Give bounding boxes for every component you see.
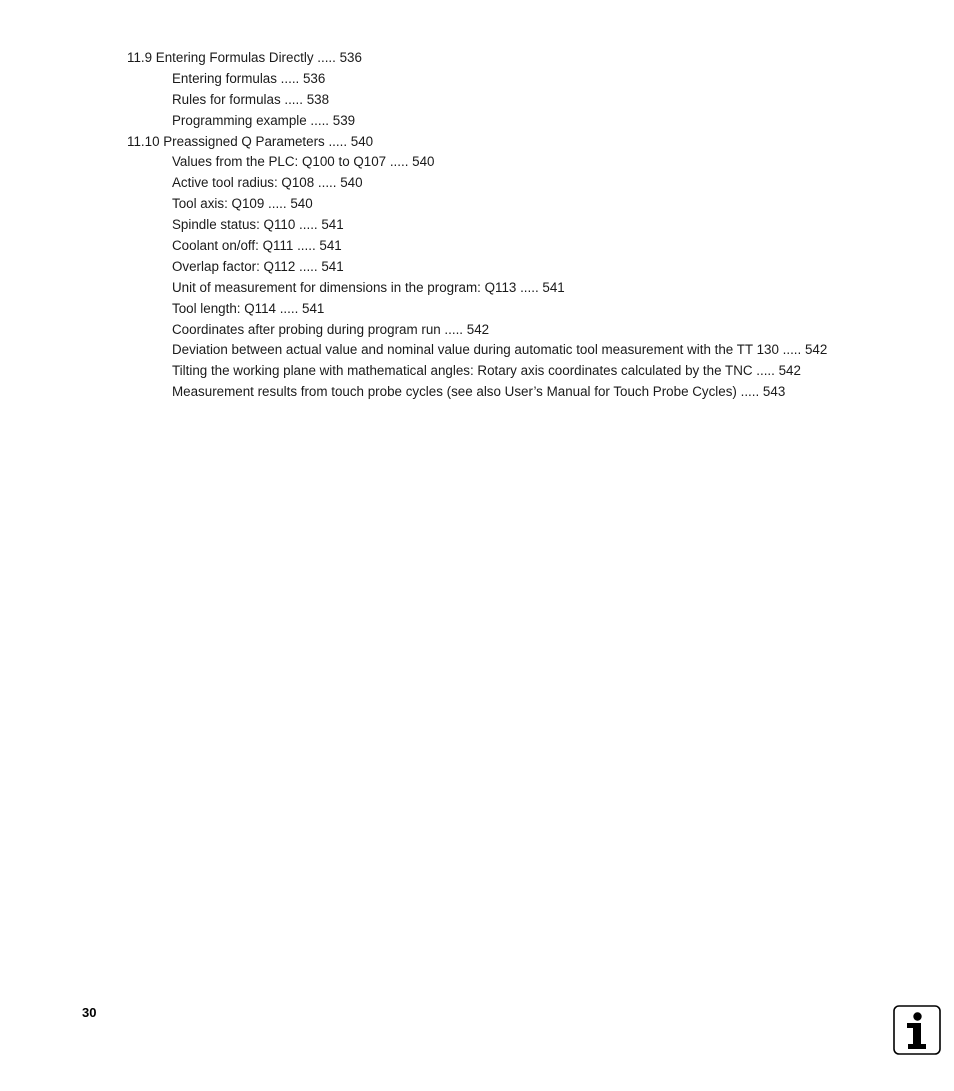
toc-entry[interactable]: Deviation between actual value and nominal value during automatic tool measurement with the TT 130 ..... 542: [172, 342, 828, 358]
toc-entry[interactable]: Measurement results from touch probe cycles (see also User’s Manual for Touch Probe Cycles) ..... 543: [172, 384, 786, 400]
toc-entry[interactable]: Coordinates after probing during program run ..... 542: [172, 321, 490, 337]
toc-entry[interactable]: Tilting the working plane with mathematical angles: Rotary axis coordinates calculated by the TNC ..... 542: [172, 363, 801, 379]
table-of-contents: [127, 48, 927, 403]
toc-section-11-9[interactable]: 11.9 Entering Formulas Directly ..... 536: [127, 50, 362, 65]
toc-entry[interactable]: Spindle status: Q110 ..... 541: [172, 217, 344, 233]
toc-entry[interactable]: Rules for formulas ..... 538: [172, 91, 330, 107]
toc-section-11-10[interactable]: 11.10 Preassigned Q Parameters ..... 540: [127, 133, 374, 149]
toc-entry[interactable]: Entering formulas ..... 536: [172, 70, 326, 86]
info-icon: [893, 1005, 941, 1055]
toc-entry[interactable]: Programming example ..... 539: [172, 112, 356, 128]
toc-entry[interactable]: Values from the PLC: Q100 to Q107 ..... 540: [172, 154, 435, 170]
toc-entry[interactable]: Coolant on/off: Q111 ..... 541: [172, 238, 342, 254]
toc-entry[interactable]: Overlap factor: Q112 ..... 541: [172, 258, 344, 274]
toc-entry[interactable]: Tool axis: Q109 ..... 540: [172, 196, 313, 212]
page-number: 30: [82, 1005, 97, 1020]
toc-entry[interactable]: Unit of measurement for dimensions in the program: Q113 ..... 541: [172, 279, 565, 295]
toc-entry[interactable]: Active tool radius: Q108 ..... 540: [172, 175, 363, 191]
toc-entry[interactable]: Tool length: Q114 ..... 541: [172, 300, 325, 316]
